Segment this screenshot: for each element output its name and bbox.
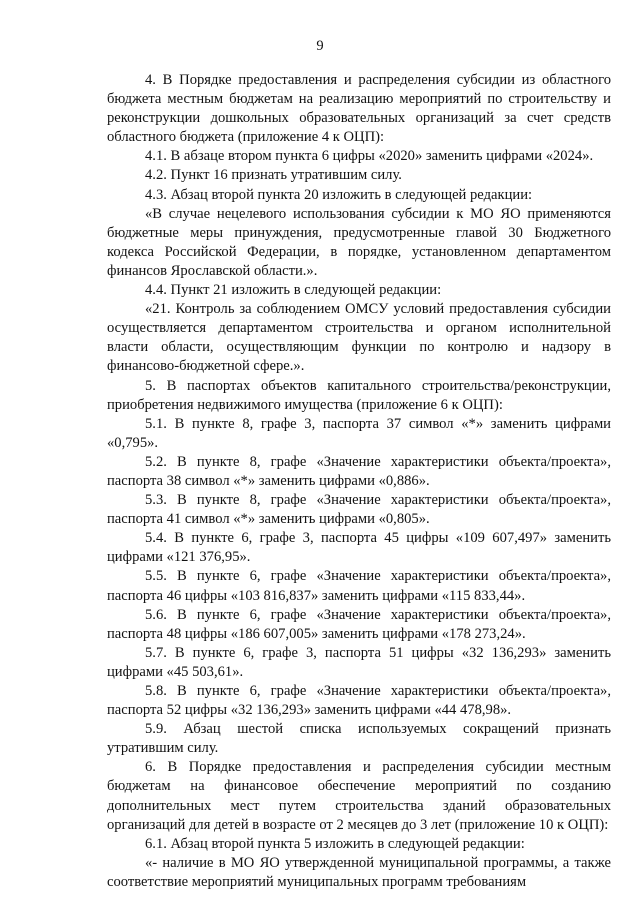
paragraph-5-6: 5.6. В пункте 6, графе «Значение характеристики объекта/проекта», паспорта 48 цифры «186 607,005» заменить цифрами «178 273,24».: [107, 606, 611, 642]
paragraph-4-3: 4.3. Абзац второй пункта 20 изложить в следующей редакции:: [145, 186, 533, 203]
paragraph-5-8: 5.8. В пункте 6, графе «Значение характеристики объекта/проекта», паспорта 52 цифры «32 136,293» заменить цифрами «44 478,98».: [107, 683, 611, 719]
paragraph-5-4: 5.4. В пункте 6, графе 3, паспорта 45 цифры «109 607,497» заменить цифрами «121 376,95».: [107, 530, 611, 566]
paragraph-6-1: 6.1. Абзац второй пункта 5 изложить в следующей редакции:: [145, 835, 525, 852]
document-body: [107, 71, 611, 892]
page-number: 9: [316, 38, 324, 54]
paragraph-5-9: 5.9. Абзац шестой списка используемых сокращений признать утратившим силу.: [107, 721, 611, 757]
paragraph-5: 5. В паспортах объектов капитального строительства/реконструкции, приобретения недвижимого имущества (приложение 6 к ОЦП):: [107, 377, 611, 413]
paragraph-5-3: 5.3. В пункте 8, графе «Значение характеристики объекта/проекта», паспорта 41 символ «*» заменить цифрами «0,805».: [107, 492, 611, 528]
paragraph-5-7: 5.7. В пункте 6, графе 3, паспорта 51 цифры «32 136,293» заменить цифрами «45 503,61».: [107, 644, 611, 680]
paragraph-4-4-quote: «21. Контроль за соблюдением ОМСУ условий предоставления субсидии осуществляется департаментом строительства и органом исполнительной власти области, осуществляющим функции по контролю и надзору в финансово-бюджетной сфере.».: [107, 301, 611, 375]
paragraph-6: 6. В Порядке предоставления и распределения субсидии местным бюджетам на финансовое обеспечение мероприятий по созданию дополнительных мест путем строительства зданий образовательных организаций для детей в возрасте от 2 месяцев до 3 лет (приложение 10 к ОЦП):: [107, 759, 611, 833]
paragraph-6-1-quote: «- наличие в МО ЯО утвержденной муниципальной программы, а также соответствие мероприятий муниципальных программ требованиям: [107, 854, 611, 890]
paragraph-5-5: 5.5. В пункте 6, графе «Значение характеристики объекта/проекта», паспорта 46 цифры «103 816,837» заменить цифрами «115 833,44».: [107, 568, 611, 604]
paragraph-5-1: 5.1. В пункте 8, графе 3, паспорта 37 символ «*» заменить цифрами «0,795».: [107, 415, 611, 451]
paragraph-5-2: 5.2. В пункте 8, графе «Значение характеристики объекта/проекта», паспорта 38 символ «*» заменить цифрами «0,886».: [107, 453, 611, 489]
paragraph-4-3-quote: «В случае нецелевого использования субсидии к МО ЯО применяются бюджетные меры принуждения, предусмотренные главой 30 Бюджетного кодекса Российской Федерации, в порядке, установленном департаментом финансов Ярославской области.».: [107, 205, 611, 279]
paragraph-4-1: 4.1. В абзаце втором пункта 6 цифры «2020» заменить цифрами «2024».: [145, 148, 594, 165]
paragraph-4: 4. В Порядке предоставления и распределения субсидии из областного бюджета местным бюджетам на реализацию мероприятий по строительству и реконструкции дошкольных образовательных организаций за счет средств областного бюджета (приложение 4 к ОЦП):: [107, 72, 611, 146]
paragraph-4-2: 4.2. Пункт 16 признать утратившим силу.: [145, 167, 402, 184]
paragraph-4-4: 4.4. Пункт 21 изложить в следующей редакции:: [145, 282, 442, 299]
